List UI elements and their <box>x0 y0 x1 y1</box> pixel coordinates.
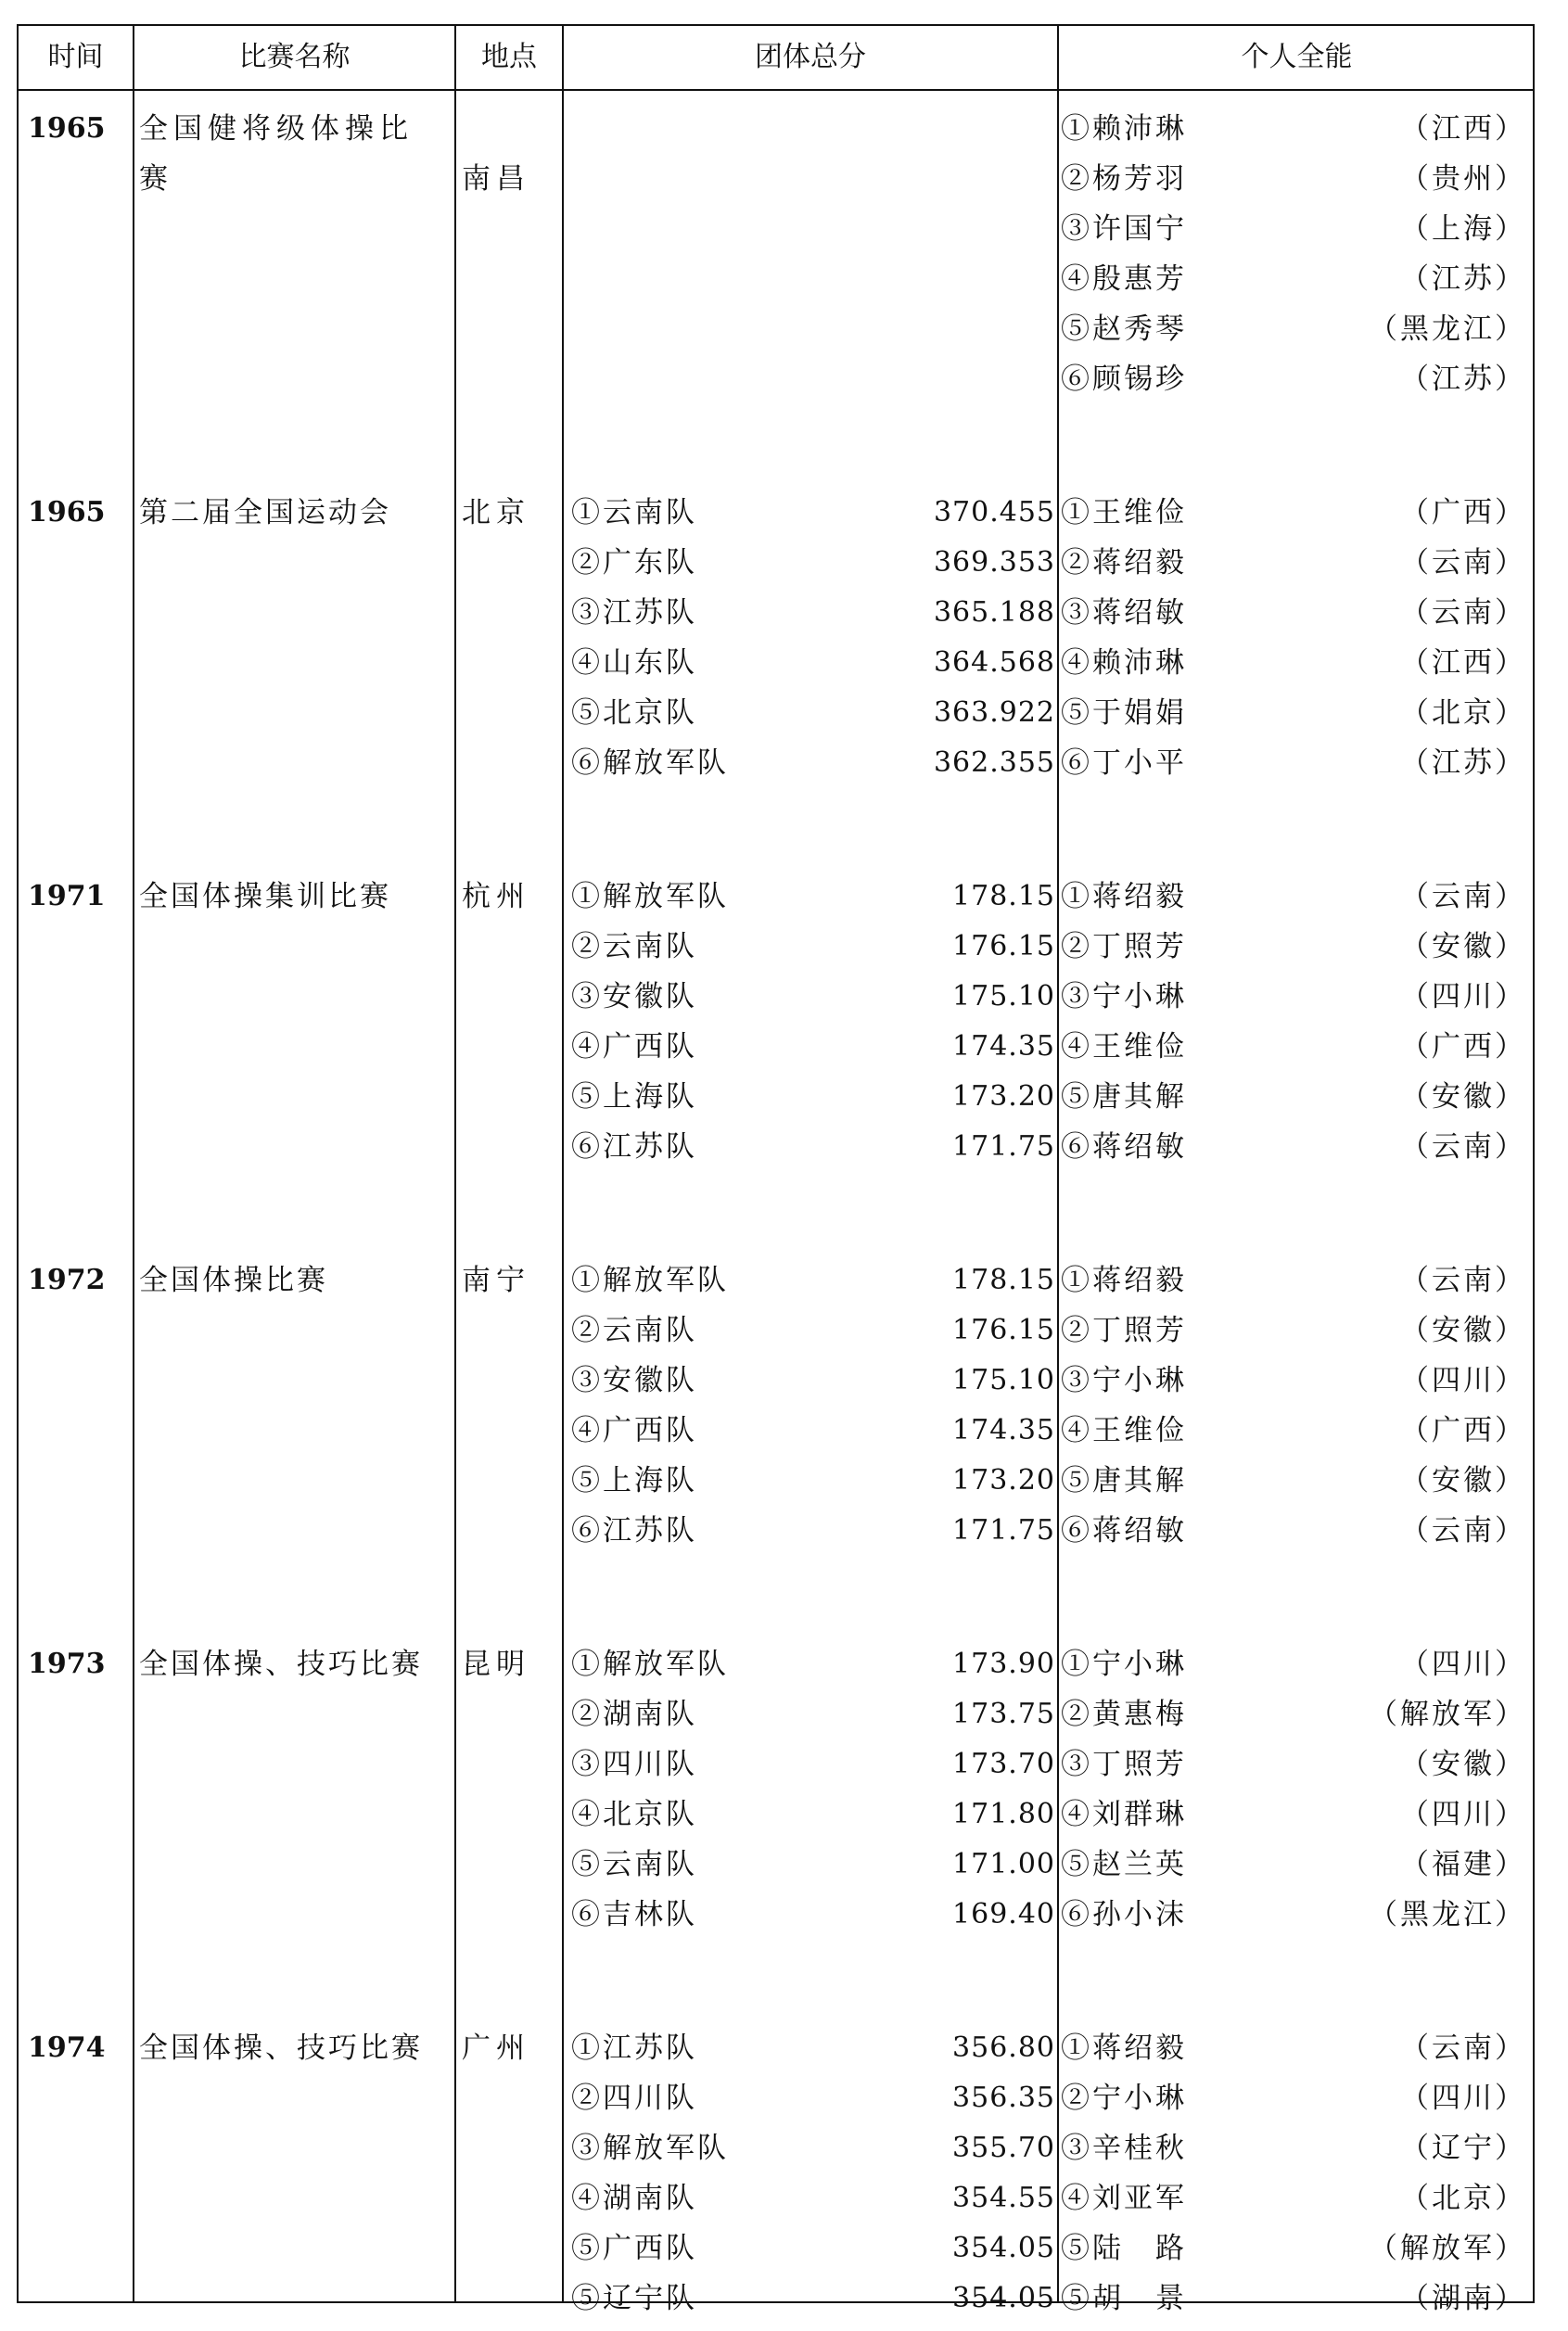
year-cell: 1971 <box>28 880 106 912</box>
athlete-province: （云南） <box>1400 546 1526 580</box>
individual-row <box>1061 154 1526 204</box>
team-row <box>571 972 1055 1022</box>
team-score: 362.355 <box>933 746 1055 779</box>
team-name: ⑤辽宁队 <box>571 2282 697 2315</box>
athlete-name: ②黄惠梅 <box>1061 1698 1187 1731</box>
team-row <box>571 1122 1055 1172</box>
team-row <box>571 1639 1055 1689</box>
team-score: 176.15 <box>952 1314 1055 1346</box>
individual-results <box>1061 1255 1526 1556</box>
individual-row <box>1061 688 1526 738</box>
team-name: ⑥吉林队 <box>571 1898 697 1931</box>
individual-row <box>1061 922 1526 972</box>
team-score: 173.20 <box>952 1464 1055 1497</box>
team-name: ②云南队 <box>571 930 697 963</box>
athlete-name: ③许国宁 <box>1061 212 1187 246</box>
team-score: 178.15 <box>952 880 1055 912</box>
team-row <box>571 1689 1055 1739</box>
team-row <box>571 2073 1055 2123</box>
team-name: ④广西队 <box>571 1414 697 1447</box>
team-name: ⑤上海队 <box>571 1080 697 1114</box>
individual-row <box>1061 1840 1526 1890</box>
team-results <box>571 1639 1055 1940</box>
team-name: ①解放军队 <box>571 880 729 913</box>
individual-row <box>1061 972 1526 1022</box>
athlete-province: （云南） <box>1400 596 1526 630</box>
competition-block <box>19 1255 1533 1556</box>
athlete-province: （黑龙江） <box>1369 1898 1526 1931</box>
team-row <box>571 2023 1055 2073</box>
year-cell: 1973 <box>28 1648 106 1680</box>
team-score: 171.00 <box>952 1848 1055 1880</box>
team-score: 171.80 <box>952 1798 1055 1830</box>
athlete-name: ①王维俭 <box>1061 496 1187 529</box>
team-row <box>571 1790 1055 1840</box>
athlete-province: （广西） <box>1400 1030 1526 1064</box>
team-row <box>571 638 1055 688</box>
team-score: 365.188 <box>933 596 1055 629</box>
athlete-name: ③宁小琳 <box>1061 1364 1187 1397</box>
team-results <box>571 1255 1055 1556</box>
individual-results <box>1061 872 1526 1172</box>
athlete-name: ②杨芳羽 <box>1061 162 1187 196</box>
team-score: 174.35 <box>952 1414 1055 1446</box>
athlete-name: ⑥蒋绍敏 <box>1061 1514 1187 1548</box>
location-cell: 南昌 <box>462 162 530 196</box>
header-location: 地点 <box>481 41 537 73</box>
individual-results <box>1061 2023 1526 2324</box>
individual-row <box>1061 2173 1526 2223</box>
team-score: 363.922 <box>933 696 1055 729</box>
individual-row <box>1061 1356 1526 1406</box>
individual-row <box>1061 1072 1526 1122</box>
team-name: ②云南队 <box>571 1314 697 1347</box>
team-score: 356.35 <box>952 2082 1055 2114</box>
athlete-name: ③辛桂秋 <box>1061 2132 1187 2165</box>
team-score: 369.353 <box>933 546 1055 579</box>
athlete-province: （安徽） <box>1400 1464 1526 1497</box>
location-cell: 昆明 <box>462 1648 530 1681</box>
individual-row <box>1061 1639 1526 1689</box>
year-cell: 1972 <box>28 1264 106 1296</box>
competition-block <box>19 488 1533 788</box>
team-row <box>571 2123 1055 2173</box>
competition-name: 全国体操、技巧比赛 <box>139 2032 423 2065</box>
athlete-province: （湖南） <box>1400 2282 1526 2315</box>
team-name: ⑥解放军队 <box>571 746 729 780</box>
competition-block <box>19 872 1533 1172</box>
team-row <box>571 1022 1055 1072</box>
athlete-name: ④赖沛琳 <box>1061 646 1187 680</box>
team-name: ⑤北京队 <box>571 696 697 730</box>
individual-row <box>1061 588 1526 638</box>
individual-row <box>1061 638 1526 688</box>
team-name: ④湖南队 <box>571 2182 697 2215</box>
athlete-name: ⑤陆 路 <box>1061 2232 1187 2265</box>
team-score: 176.15 <box>952 930 1055 962</box>
athlete-province: （广西） <box>1400 1414 1526 1447</box>
athlete-name: ②宁小琳 <box>1061 2082 1187 2115</box>
competition-block <box>19 2023 1533 2324</box>
team-row <box>571 1406 1055 1456</box>
team-name: ①江苏队 <box>571 2032 697 2065</box>
results-table <box>17 24 1535 2315</box>
individual-row <box>1061 204 1526 254</box>
team-score: 356.80 <box>952 2032 1055 2064</box>
team-row <box>571 2173 1055 2223</box>
team-name: ①解放军队 <box>571 1648 729 1681</box>
team-score: 175.10 <box>952 1364 1055 1396</box>
team-name: ④广西队 <box>571 1030 697 1064</box>
team-score: 171.75 <box>952 1514 1055 1547</box>
team-score: 173.75 <box>952 1698 1055 1730</box>
team-score: 354.55 <box>952 2182 1055 2214</box>
team-row <box>571 1890 1055 1940</box>
athlete-province: （云南） <box>1400 1130 1526 1164</box>
athlete-province: （广西） <box>1400 496 1526 529</box>
team-score: 355.70 <box>952 2132 1055 2164</box>
individual-row <box>1061 488 1526 538</box>
athlete-province: （安徽） <box>1400 1748 1526 1781</box>
individual-row <box>1061 738 1526 788</box>
team-name: ⑤云南队 <box>571 1848 697 1881</box>
team-row <box>571 1072 1055 1122</box>
team-row <box>571 1739 1055 1790</box>
individual-results <box>1061 488 1526 788</box>
individual-row <box>1061 1255 1526 1306</box>
competition-block <box>19 1639 1533 1940</box>
team-row <box>571 2274 1055 2324</box>
location-cell: 北京 <box>462 496 530 529</box>
athlete-province: （四川） <box>1400 1648 1526 1681</box>
competition-name: 第二届全国运动会 <box>139 496 391 529</box>
athlete-name: ③丁照芳 <box>1061 1748 1187 1781</box>
team-row <box>571 688 1055 738</box>
team-row <box>571 588 1055 638</box>
athlete-name: ③蒋绍敏 <box>1061 596 1187 630</box>
team-name: ⑤广西队 <box>571 2232 697 2265</box>
individual-row <box>1061 104 1526 154</box>
athlete-name: ⑥丁小平 <box>1061 746 1187 780</box>
team-score: 173.70 <box>952 1748 1055 1780</box>
team-name: ②四川队 <box>571 2082 697 2115</box>
team-score: 173.90 <box>952 1648 1055 1680</box>
individual-row <box>1061 1689 1526 1739</box>
individual-row <box>1061 354 1526 404</box>
individual-row <box>1061 2274 1526 2324</box>
team-score: 364.568 <box>933 646 1055 679</box>
athlete-province: （江西） <box>1400 112 1526 146</box>
athlete-name: ②丁照芳 <box>1061 930 1187 963</box>
team-results <box>571 488 1055 788</box>
athlete-province: （四川） <box>1400 1798 1526 1831</box>
individual-row <box>1061 1022 1526 1072</box>
athlete-province: （上海） <box>1400 212 1526 246</box>
header-team-total: 团体总分 <box>755 41 866 73</box>
athlete-name: ⑤唐其解 <box>1061 1080 1187 1114</box>
athlete-province: （江西） <box>1400 646 1526 680</box>
athlete-name: ①蒋绍毅 <box>1061 2032 1187 2065</box>
athlete-name: ①蒋绍毅 <box>1061 880 1187 913</box>
individual-row <box>1061 2223 1526 2274</box>
location-cell: 广州 <box>462 2032 530 2065</box>
competition-name: 全国健将级体操比赛 <box>139 112 414 196</box>
year-cell: 1965 <box>28 496 106 529</box>
athlete-province: （安徽） <box>1400 930 1526 963</box>
team-score: 175.10 <box>952 980 1055 1013</box>
individual-results <box>1061 104 1526 404</box>
athlete-province: （安徽） <box>1400 1314 1526 1347</box>
athlete-name: ⑤于娟娟 <box>1061 696 1187 730</box>
team-name: ③解放军队 <box>571 2132 729 2165</box>
individual-results <box>1061 1639 1526 1940</box>
team-name: ⑥江苏队 <box>571 1514 697 1548</box>
athlete-province: （四川） <box>1400 1364 1526 1397</box>
athlete-name: ①赖沛琳 <box>1061 112 1187 146</box>
athlete-name: ⑤胡 景 <box>1061 2282 1187 2315</box>
team-row <box>571 1255 1055 1306</box>
athlete-province: （辽宁） <box>1400 2132 1526 2165</box>
team-name: ④北京队 <box>571 1798 697 1831</box>
athlete-province: （江苏） <box>1400 363 1526 396</box>
team-name: ②广东队 <box>571 546 697 580</box>
athlete-name: ①蒋绍毅 <box>1061 1264 1187 1297</box>
athlete-name: ②蒋绍毅 <box>1061 546 1187 580</box>
individual-row <box>1061 2023 1526 2073</box>
individual-row <box>1061 538 1526 588</box>
athlete-province: （北京） <box>1400 2182 1526 2215</box>
individual-row <box>1061 304 1526 354</box>
team-score: 354.05 <box>952 2232 1055 2264</box>
team-results <box>571 2023 1055 2324</box>
athlete-province: （安徽） <box>1400 1080 1526 1114</box>
team-score: 169.40 <box>952 1898 1055 1930</box>
team-score: 370.455 <box>933 496 1055 529</box>
location-cell: 南宁 <box>462 1264 530 1297</box>
athlete-province: （云南） <box>1400 1514 1526 1548</box>
athlete-province: （云南） <box>1400 880 1526 913</box>
year-cell: 1965 <box>28 112 106 145</box>
athlete-name: ④王维俭 <box>1061 1030 1187 1064</box>
team-row <box>571 1840 1055 1890</box>
athlete-province: （江苏） <box>1400 746 1526 780</box>
team-score: 178.15 <box>952 1264 1055 1296</box>
athlete-province: （四川） <box>1400 2082 1526 2115</box>
team-row <box>571 1456 1055 1506</box>
competition-name: 全国体操集训比赛 <box>139 880 391 913</box>
athlete-province: （云南） <box>1400 2032 1526 2065</box>
team-name: ②湖南队 <box>571 1698 697 1731</box>
individual-row <box>1061 1456 1526 1506</box>
individual-row <box>1061 254 1526 304</box>
athlete-name: ⑥顾锡珍 <box>1061 363 1187 396</box>
athlete-province: （贵州） <box>1400 162 1526 196</box>
year-cell: 1974 <box>28 2032 106 2064</box>
team-score: 171.75 <box>952 1130 1055 1163</box>
team-row <box>571 1356 1055 1406</box>
team-name: ⑥江苏队 <box>571 1130 697 1164</box>
individual-row <box>1061 1406 1526 1456</box>
athlete-name: ①宁小琳 <box>1061 1648 1187 1681</box>
athlete-province: （四川） <box>1400 980 1526 1013</box>
header-time: 时间 <box>47 41 104 73</box>
team-row <box>571 538 1055 588</box>
individual-row <box>1061 1122 1526 1172</box>
location-cell: 杭州 <box>462 880 530 913</box>
athlete-name: ⑥孙小沫 <box>1061 1898 1187 1931</box>
header-divider <box>19 89 1533 91</box>
team-name: ③安徽队 <box>571 1364 697 1397</box>
athlete-province: （解放军） <box>1369 1698 1526 1731</box>
individual-row <box>1061 1790 1526 1840</box>
team-row <box>571 1506 1055 1556</box>
athlete-name: ②丁照芳 <box>1061 1314 1187 1347</box>
team-score: 174.35 <box>952 1030 1055 1063</box>
athlete-province: （云南） <box>1400 1264 1526 1297</box>
team-name: ④山东队 <box>571 646 697 680</box>
team-name: ①解放军队 <box>571 1264 729 1297</box>
individual-row <box>1061 2073 1526 2123</box>
team-row <box>571 922 1055 972</box>
header-competition: 比赛名称 <box>238 41 351 73</box>
competition-block <box>19 104 1533 404</box>
athlete-province: （江苏） <box>1400 262 1526 296</box>
team-row <box>571 738 1055 788</box>
athlete-province: （黑龙江） <box>1369 312 1526 346</box>
athlete-name: ⑤赵兰英 <box>1061 1848 1187 1881</box>
athlete-name: ⑤赵秀琴 <box>1061 312 1187 346</box>
athlete-name: ④刘亚军 <box>1061 2182 1187 2215</box>
team-name: ⑤上海队 <box>571 1464 697 1497</box>
individual-row <box>1061 1890 1526 1940</box>
team-row <box>571 488 1055 538</box>
individual-row <box>1061 872 1526 922</box>
team-row <box>571 872 1055 922</box>
team-results <box>571 872 1055 1172</box>
athlete-name: ④殷惠芳 <box>1061 262 1187 296</box>
team-name: ③江苏队 <box>571 596 697 630</box>
athlete-name: ⑥蒋绍敏 <box>1061 1130 1187 1164</box>
team-name: ③四川队 <box>571 1748 697 1781</box>
individual-row <box>1061 2123 1526 2173</box>
athlete-name: ④刘群琳 <box>1061 1798 1187 1831</box>
team-row <box>571 1306 1055 1356</box>
athlete-province: （福建） <box>1400 1848 1526 1881</box>
athlete-province: （北京） <box>1400 696 1526 730</box>
individual-row <box>1061 1506 1526 1556</box>
athlete-name: ③宁小琳 <box>1061 980 1187 1013</box>
team-row <box>571 2223 1055 2274</box>
individual-row <box>1061 1306 1526 1356</box>
individual-row <box>1061 1739 1526 1790</box>
athlete-province: （解放军） <box>1369 2232 1526 2265</box>
team-name: ③安徽队 <box>571 980 697 1013</box>
athlete-name: ⑤唐其解 <box>1061 1464 1187 1497</box>
competition-name: 全国体操、技巧比赛 <box>139 1648 423 1681</box>
athlete-name: ④王维俭 <box>1061 1414 1187 1447</box>
team-name: ①云南队 <box>571 496 697 529</box>
team-score: 354.05 <box>952 2282 1055 2314</box>
team-score: 173.20 <box>952 1080 1055 1113</box>
competition-name: 全国体操比赛 <box>139 1264 328 1297</box>
header-individual-all-around: 个人全能 <box>1241 41 1353 73</box>
